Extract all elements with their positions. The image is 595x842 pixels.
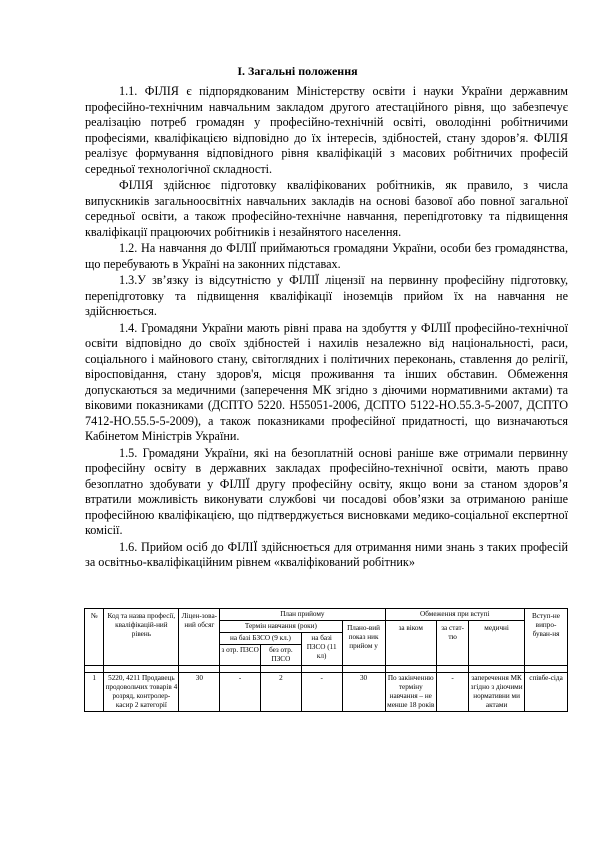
table-row (85, 673, 568, 712)
header-pzso: на базі ПЗСО (11 кл) (301, 633, 342, 666)
row-planned-admission: 30 (342, 673, 385, 712)
row-licensed-volume: 30 (179, 673, 220, 712)
header-by-gender: за стат-тю (437, 621, 469, 666)
paragraph-1-6: 1.6. Прийом осіб до ФІЛІЇ здійснюється для отримання ними знань з таких професій за освітньо-кваліфікаційним рівнем «кваліфікований робітник» (85, 539, 568, 569)
row-number: 1 (85, 673, 104, 712)
row-medical-restriction: заперечення МК згідно з діючими нормативни ми актами (469, 673, 525, 712)
header-planned-admission: Плано-вий показ ник прийом у (342, 621, 385, 666)
header-study-term: Термін навчання (роки) (220, 621, 342, 633)
document-body (85, 84, 568, 572)
header-without-pzso: без отр. ПЗСО (261, 645, 302, 666)
row-with-pzso: - (220, 673, 261, 712)
header-with-pzso: з отр. ПЗСО (220, 645, 261, 666)
row-without-pzso: 2 (261, 673, 302, 712)
header-restrictions: Обмеження при вступі (385, 609, 525, 621)
header-medical: медичні (469, 621, 525, 666)
header-bzso: на базі БЗСО (9 кл.) (220, 633, 302, 645)
header-by-age: за віком (385, 621, 437, 666)
row-gender-restriction: - (437, 673, 469, 712)
admission-table (84, 608, 568, 712)
paragraph-1-1: 1.1. ФІЛІЯ є підпорядкованим Міністерству освіти і науки України державним професійно-технічним навчальним закладом другого атестаційного рівня, що забезпечує реалізацію потреб громадян у професійно-технічній освіті, оволодінні робітничими професіями, кваліфікацією відповідно до їх інтересів, здібностей, стану здоров’я. ФІЛІЯ реалізує формування відповідного рівня кваліфікацій з масових робітничих професій середньої технологічної складності. (85, 84, 568, 176)
header-number: № (85, 609, 104, 666)
row-profession: 5220, 4211 Продавець продовольчих товарів 4 розряд, контролер-касир 2 категорії (104, 673, 179, 712)
row-entrance-exam: співбе-сіда (525, 673, 568, 712)
header-licensed-volume: Ліцен-зова-ний обсяг (179, 609, 220, 666)
paragraph-1-4: 1.4. Громадяни України мають рівні права на здобуття у ФІЛІЇ професійно-технічної освіти відповідно до своїх здібностей і нахилів незалежно від національності, раси, соціального і майнового стану, світоглядних і політичних переконань, ставлення до релігії, віросповідання, стану здоров'я, місця проживання та інших обставин. Обмеження допускаються за медичними (заперечення МК згідно з діючими нормативними актами) та віковими показниками (ДСПТО 5220. Н55051-2006, ДСПТО 5122-НО.55.3-5-2007, ДСПТО 7412-НО.55.5-5-2009), а також показниками професійної придатності, що визначаються Кабінетом Міністрів України. (85, 320, 568, 443)
paragraph-filia: ФІЛІЯ здійснює підготовку кваліфікованих робітників, як правило, з числа випускників загальноосвітніх навчальних закладів на основі базової або повної загальної середньої освіти, а також професійно-технічне навчання, перепідготовку та підвищення кваліфікації працюючих робітників і незайнятого населення. (85, 178, 568, 239)
section-heading: І. Загальні положення (237, 64, 358, 78)
header-entrance-exams: Вступ-не випро-буван-ня (525, 609, 568, 666)
paragraph-1-3: 1.3.У зв’язку із відсутністю у ФІЛІЇ ліцензії на первинну професійну підготовку, перепідготовку та підвищення кваліфікації іноземців прийом їх на навчання не здійснюється. (85, 273, 568, 318)
header-admission-plan: План прийому (220, 609, 385, 621)
paragraph-1-2: 1.2. На навчання до ФІЛІЇ приймаються громадяни України, особи без громадянства, що перебувають в Україні на законних підставах. (85, 241, 568, 271)
paragraph-1-5: 1.5. Громадяни України, які на безоплатній основі раніше вже отримали первинну професійну освіту в державних закладах професійно-технічної освіти, мають право безоплатно здобувати у ФІЛІЇ другу професійну освіту, якщо вони за станом здоров’я втратили можливість виконувати службові чи посадові обов’язки за отриманою раніше професійною кваліфікацією, що підтверджується висновками медико-соціальної експертної комісії. (85, 445, 568, 537)
row-age-restriction: По закінченню терміну навчання – не менше 18 років (385, 673, 437, 712)
row-pzso: - (301, 673, 342, 712)
header-profession-code: Код та назва професії, кваліфікацій-ний рівень (104, 609, 179, 666)
